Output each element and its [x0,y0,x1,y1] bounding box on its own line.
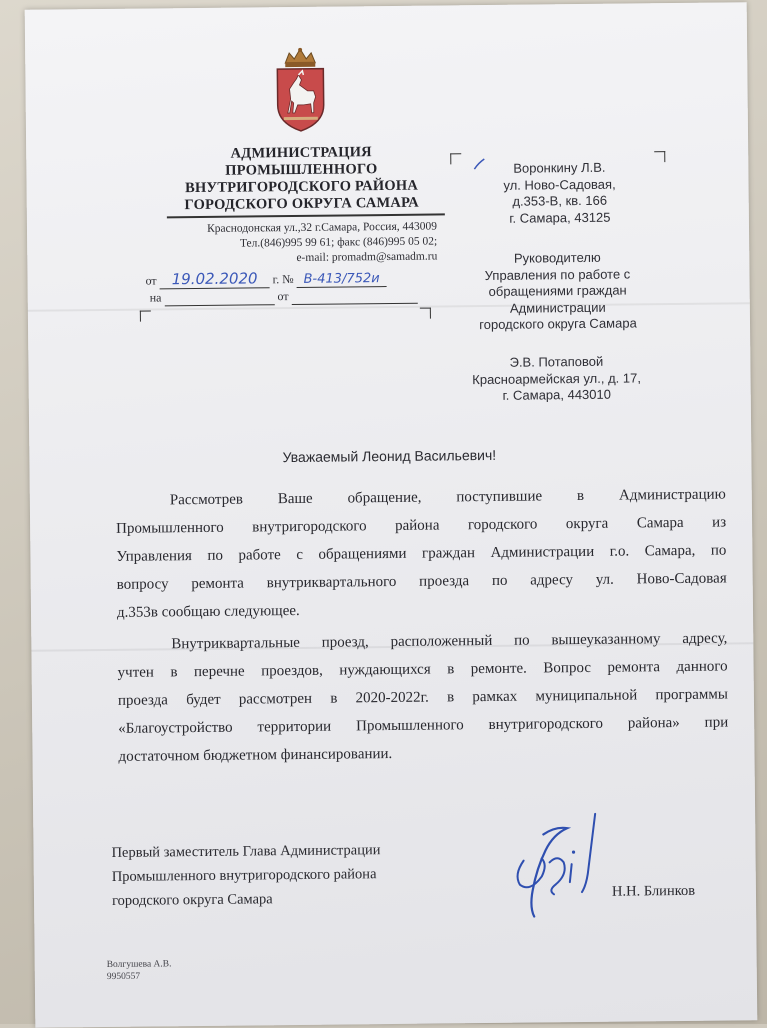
paragraph-line: проезда будет рассмотрен в 2020-2022г. в рамках муниципальной программы [117,686,728,709]
reg-date-field [160,269,270,289]
reg-number-field [297,271,387,288]
paragraph-line: Внутриквартальные проезд, расположенный по вышеуказанному адресу, [171,630,728,653]
copy-line: Администрации [509,299,606,316]
org-title-line: ПРОМЫШЛЕННОГО [225,161,378,179]
executor-name: Волгушева А.В. [106,959,172,971]
org-title-line: АДМИНИСТРАЦИЯ [230,144,372,162]
executor-note [107,958,172,983]
reply-on-label: на [149,290,162,305]
coat-of-arms-emblem [263,47,338,134]
corner-bracket [140,311,151,322]
letter-sheet [25,2,758,1028]
copy-addressee [457,249,658,334]
recipient-address [474,159,645,227]
paragraph-line: д.353в сообщаю следующее. [116,602,300,621]
org-title-line: ГОРОДСКОГО ОКРУГА САМАРА [184,194,420,214]
reg-date: 19.02.2020 [171,269,258,289]
signatory-position [111,837,472,913]
recipient-line: д.353-В, кв. 166 [512,192,608,209]
copy-person-line: г. Самара, 443010 [502,386,612,403]
registration-line [145,268,386,290]
copy-line: Управления по работе с [484,265,631,283]
paragraph-line: Управления по работе с обращениями граждан Администрации г.о. Самара, по [116,542,727,565]
contact-email: e-mail: promadm@samadm.ru [296,250,438,264]
reg-number: В-413/752и [303,271,380,287]
recipient-line: ул. Ново-Садовая, [503,176,616,193]
reg-from-label: от [145,273,157,288]
corner-bracket [654,151,665,162]
copy-person-line: Э.В. Потаповой [509,353,604,370]
org-contacts [177,220,437,268]
paragraph-line: Рассмотрев Ваше обращение, поступившие в Администрацию [169,486,726,509]
letter-greeting: Уважаемый Леонид Васильевич! [282,446,497,466]
org-title-line: ВНУТРИГОРОДСКОГО РАЙОНА [185,177,419,197]
recipient-line: г. Самара, 43125 [509,209,611,226]
corner-bracket [450,153,461,164]
copy-line: городского округа Самара [479,315,637,333]
copy-line: Руководителю [513,249,601,266]
copy-line: обращениями граждан [488,282,627,299]
corner-bracket [420,308,431,319]
signer-name: Н.Н. Блинков [611,882,696,900]
reply-from-label: от [277,289,289,304]
position-line: Первый заместитель Глава Администрации [111,842,381,861]
paragraph-line: «Благоустройство территории Промышленного внутригородского района» при [118,714,729,737]
paragraph-line: Промышленного внутригородского района городского округа Самара из [116,514,727,537]
contact-address: Краснодонская ул.,32 г.Самара, Россия, 443009 [207,220,438,235]
reg-number-label: г. № [272,272,294,287]
organization-title [176,144,427,215]
letter-paragraph-2 [117,624,728,770]
paragraph-line: достаточном бюджетном финансировании. [118,746,393,765]
copy-person-line: Красноармейская ул., д. 17, [472,369,641,387]
paragraph-line: учтен в перечне проездов, нуждающихся в ремонте. Вопрос ремонта данного [117,658,728,681]
recipient-line: Воронкину Л.В. [513,159,606,176]
position-line: городского округа Самара [111,891,273,909]
paragraph-line: вопросу ремонта внутриквартального проезда по адресу ул. Ново-Садовая [116,570,727,593]
header-divider [167,213,445,218]
position-line: Промышленного внутригородского района [111,866,377,885]
contact-phone: Тел.(846)995 99 61; факс (846)995 05 02; [239,235,438,250]
letter-paragraph-1 [116,480,727,626]
executor-phone: 9950557 [106,971,141,983]
reply-line [150,288,418,307]
handwritten-signature [483,804,614,935]
copy-person-address [456,353,657,405]
